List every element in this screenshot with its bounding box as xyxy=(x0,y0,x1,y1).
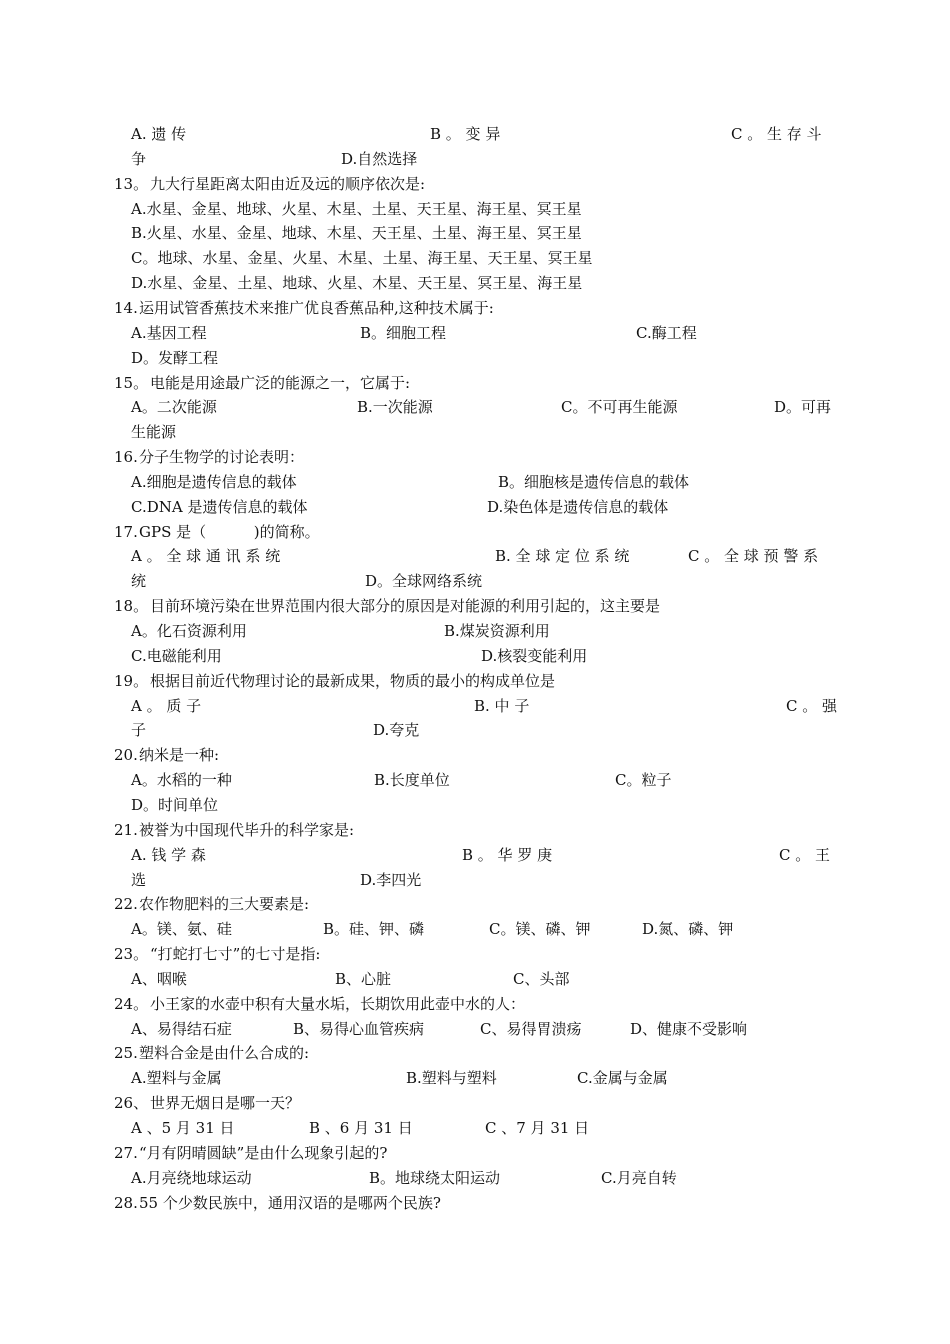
answer-option: B.长度单位 xyxy=(374,771,450,790)
answer-option: 争 xyxy=(131,149,147,168)
question-number: 17. xyxy=(114,522,138,541)
answer-option: A、咽喉 xyxy=(131,969,187,988)
answer-option: B. 全 球 定 位 系 统 xyxy=(495,547,630,566)
question-number: 13。 xyxy=(114,174,149,193)
answer-option: C.电磁能利用 xyxy=(131,646,222,665)
question-stem: 被誉为中国现代毕升的科学家是: xyxy=(139,820,355,839)
answer-option: A。二次能源 xyxy=(131,398,217,417)
answer-option: A、易得结石症 xyxy=(131,1019,232,1038)
question-number: 18。 xyxy=(114,597,149,616)
answer-option: A.塑料与金属 xyxy=(131,1069,222,1088)
answer-option: D.核裂变能利用 xyxy=(481,646,588,665)
answer-option: 统 xyxy=(131,572,147,591)
answer-option: A。水稻的一种 xyxy=(131,771,232,790)
answer-option: C、头部 xyxy=(513,969,570,988)
question-number: 19。 xyxy=(114,671,149,690)
answer-option: B、心脏 xyxy=(335,969,392,988)
answer-option: B. 中 子 xyxy=(474,696,530,715)
answer-option: C.酶工程 xyxy=(636,323,697,342)
question-stem: 塑料合金是由什么合成的: xyxy=(139,1044,310,1063)
answer-option: A。化石资源利用 xyxy=(131,622,247,640)
question-stem: “打蛇打七寸”的七寸是指: xyxy=(150,945,321,964)
question-stem: 小王家的水壶中积有大量水垢，长期饮用此壶中水的人： xyxy=(150,994,526,1013)
question-number: 26、 xyxy=(114,1094,149,1113)
answer-option: C.DNA 是遗传信息的载体 xyxy=(131,497,308,516)
answer-option: B。细胞核是遗传信息的载体 xyxy=(498,472,690,491)
answer-option: B.一次能源 xyxy=(357,398,433,417)
answer-option: C.月亮自转 xyxy=(601,1168,677,1187)
question-stem: GPS 是（ )的简称。 xyxy=(139,522,320,541)
answer-option: A 。 全 球 通 讯 系 统 xyxy=(131,547,281,566)
answer-option: A.月亮绕地球运动 xyxy=(131,1168,252,1187)
answer-option: D.水星、金星、土星、地球、火星、木星、天王星、冥王星、海王星 xyxy=(131,274,583,293)
question-stem: 目前环境污染在世界范围内很大部分的原因是对能源的利用引起的，这主要是 xyxy=(150,597,661,616)
answer-option: D.李四光 xyxy=(360,870,422,889)
question-number: 25. xyxy=(114,1044,138,1063)
answer-option: A.细胞是遗传信息的载体 xyxy=(131,472,297,491)
answer-option: D.氮、磷、钾 xyxy=(642,920,734,939)
question-stem: “月有阴晴圆缺”是由什么现象引起的? xyxy=(139,1143,388,1162)
question-stem: 世界无烟日是哪一天？ xyxy=(150,1094,301,1113)
question-stem: 九大行星距离太阳由近及远的顺序依次是: xyxy=(150,174,426,193)
question-number: 22. xyxy=(114,895,138,914)
answer-option: 选 xyxy=(131,870,147,889)
answer-option: D。发酵工程 xyxy=(131,348,219,367)
answer-option: 生能源 xyxy=(131,423,177,442)
answer-option: C 。 生 存 斗 xyxy=(731,125,822,143)
question-number: 16. xyxy=(114,448,138,467)
answer-option: B、易得心血管疾病 xyxy=(293,1019,425,1038)
answer-option: D.自然选择 xyxy=(341,149,418,168)
answer-option: B 。 变 异 xyxy=(430,125,501,143)
question-number: 21. xyxy=(114,820,138,839)
question-number: 23。 xyxy=(114,945,149,964)
answer-option: B.火星、水星、金星、地球、木星、天王星、土星、海王星、冥王星 xyxy=(131,224,582,243)
question-number: 28. xyxy=(114,1193,138,1212)
answer-option: A.水星、金星、地球、火星、木星、土星、天王星、海王星、冥王星 xyxy=(131,199,582,218)
answer-option: C 。 王 xyxy=(779,845,831,864)
answer-option: D。时间单位 xyxy=(131,795,219,814)
answer-option: B 、6 月 31 日 xyxy=(309,1119,413,1137)
answer-option: C、易得胃溃疡 xyxy=(480,1019,582,1038)
answer-option: A 、5 月 31 日 xyxy=(131,1119,235,1137)
answer-option: 子 xyxy=(131,721,147,740)
question-stem: 55 个少数民族中，通用汉语的是哪两个民族? xyxy=(139,1193,441,1212)
question-number: 27. xyxy=(114,1143,138,1162)
answer-option: C。镁、磷、钾 xyxy=(489,920,591,939)
answer-option: D.夸克 xyxy=(373,721,420,740)
question-stem: 根据目前近代物理讨论的最新成果，物质的最小的构成单位是 xyxy=(150,671,556,690)
question-number: 15。 xyxy=(114,373,149,392)
answer-option: A.基因工程 xyxy=(131,323,207,342)
answer-option: B。硅、钾、磷 xyxy=(323,920,425,939)
question-stem: 电能是用途最广泛的能源之一，它属于: xyxy=(150,373,411,392)
answer-option: C。粒子 xyxy=(615,771,672,790)
answer-option: D.染色体是遗传信息的载体 xyxy=(487,497,669,516)
answer-option: A. 钱 学 森 xyxy=(131,845,206,864)
answer-option: C。地球、水星、金星、火星、木星、土星、海王星、天王星、冥王星 xyxy=(131,249,593,268)
answer-option: C.金属与金属 xyxy=(577,1069,668,1088)
answer-option: B.塑料与塑料 xyxy=(406,1069,497,1088)
answer-option: B 。 华 罗 庚 xyxy=(462,845,553,864)
question-number: 14. xyxy=(114,298,138,317)
answer-option: B。地球绕太阳运动 xyxy=(369,1168,501,1187)
answer-option: C 。 全 球 预 警 系 xyxy=(688,547,819,566)
answer-option: C 、7 月 31 日 xyxy=(485,1119,590,1137)
question-stem: 农作物肥料的三大要素是: xyxy=(139,895,310,914)
question-stem: 纳米是一种: xyxy=(139,746,220,765)
question-stem: 分子生物学的讨论表明： xyxy=(139,448,305,467)
answer-option: C。不可再生能源 xyxy=(561,398,678,417)
question-number: 20. xyxy=(114,746,138,765)
answer-option: A 。 质 子 xyxy=(131,696,202,715)
answer-option: B。细胞工程 xyxy=(360,323,447,342)
answer-option: A。镁、氨、硅 xyxy=(131,920,232,939)
answer-option: D。全球网络系统 xyxy=(365,572,483,591)
answer-option: D、健康不受影响 xyxy=(630,1019,748,1038)
question-stem: 运用试管香蕉技术来推广优良香蕉品种,这种技术属于: xyxy=(139,298,494,317)
question-number: 24。 xyxy=(114,994,149,1013)
answer-option: C 。 强 xyxy=(786,696,838,715)
answer-option: A. 遗 传 xyxy=(131,125,187,143)
answer-option: B.煤炭资源利用 xyxy=(444,622,550,640)
answer-option: D。可再 xyxy=(774,398,832,417)
